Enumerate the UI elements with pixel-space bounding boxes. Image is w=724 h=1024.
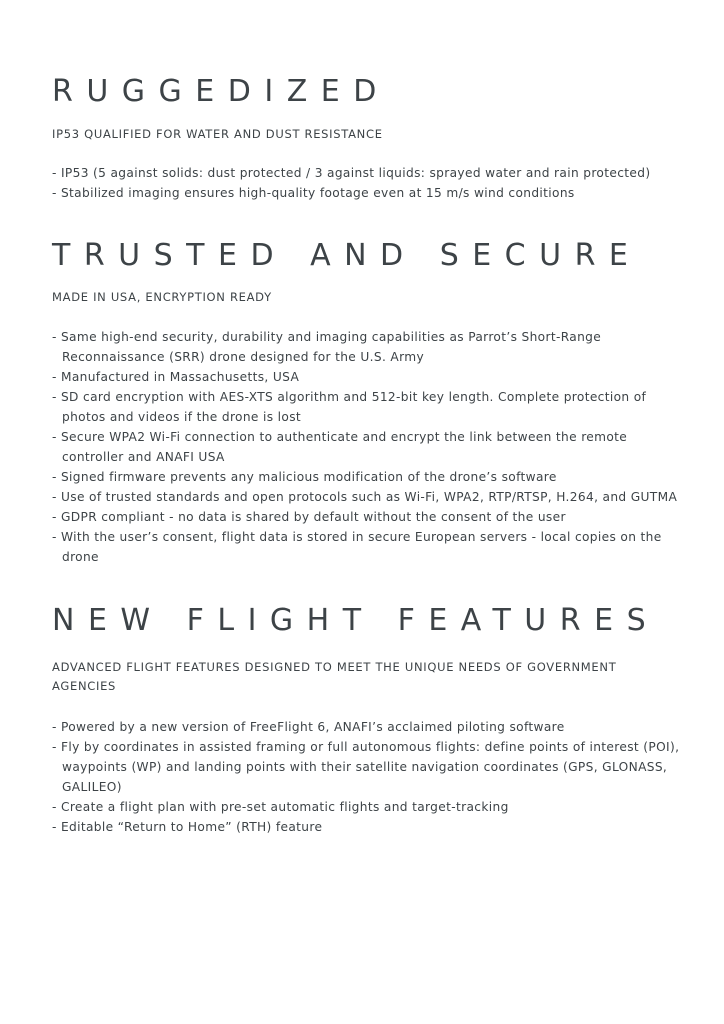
section-subtitle: MADE IN USA, ENCRYPTION READY	[52, 290, 272, 304]
bullet-list	[52, 327, 692, 567]
section-heading: TRUSTED AND SECURE	[52, 238, 642, 273]
bullet-item: - Manufactured in Massachusetts, USA	[52, 370, 300, 384]
bullet-item: - Same high-end security, durability and imaging capabilities as Parrot’s Short-Range Reconnaissance (SRR) drone designed for the U.S. Army	[52, 330, 602, 364]
bullet-list	[52, 717, 692, 837]
section-heading: RUGGEDIZED	[52, 74, 390, 109]
section-subtitle: IP53 QUALIFIED FOR WATER AND DUST RESISTANCE	[52, 127, 383, 141]
bullet-item: - Fly by coordinates in assisted framing or full autonomous flights: define points of interest (POI), waypoints (WP) and landing points with their satellite navigation coordinates (GPS, GLONASS, GALILEO)	[52, 740, 680, 794]
bullet-item: - Editable “Return to Home” (RTH) feature	[52, 820, 323, 834]
bullet-item: - GDPR compliant - no data is shared by default without the consent of the user	[52, 510, 566, 524]
bullet-item: - Use of trusted standards and open protocols such as Wi-Fi, WPA2, RTP/RTSP, H.264, and GUTMA	[52, 490, 678, 504]
section-new-flight-features	[52, 599, 692, 837]
section-ruggedized	[52, 70, 692, 203]
bullet-item: - Secure WPA2 Wi-Fi connection to authenticate and encrypt the link between the remote controller and ANAFI USA	[52, 430, 628, 464]
bullet-list	[52, 163, 692, 203]
bullet-item: - IP53 (5 against solids: dust protected / 3 against liquids: sprayed water and rain protected)	[52, 166, 651, 180]
bullet-item: - Stabilized imaging ensures high-quality footage even at 15 m/s wind conditions	[52, 186, 575, 200]
document-page	[52, 70, 692, 837]
bullet-item: - Create a flight plan with pre-set automatic flights and target-tracking	[52, 800, 509, 814]
bullet-item: - Powered by a new version of FreeFlight 6, ANAFI’s acclaimed piloting software	[52, 720, 565, 734]
section-subtitle: ADVANCED FLIGHT FEATURES DESIGNED TO MEET THE UNIQUE NEEDS OF GOVERNMENT AGENCIES	[52, 660, 617, 693]
bullet-item: - Signed firmware prevents any malicious modification of the drone’s software	[52, 470, 557, 484]
section-heading: NEW FLIGHT FEATURES	[52, 603, 660, 638]
section-trusted-and-secure	[52, 234, 692, 567]
bullet-item: - With the user’s consent, flight data is stored in secure European servers - local copies on the drone	[52, 530, 662, 564]
bullet-item: - SD card encryption with AES-XTS algorithm and 512-bit key length. Complete protection of photos and videos if the drone is lost	[52, 390, 647, 424]
